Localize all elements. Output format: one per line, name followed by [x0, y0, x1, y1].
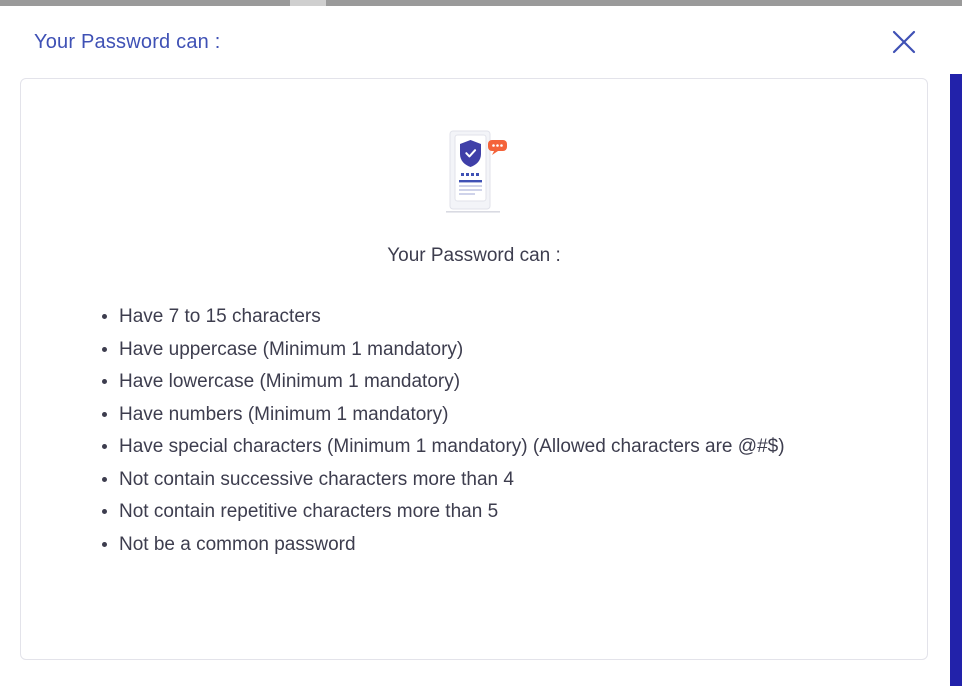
list-item: • Not be a common password	[119, 529, 819, 562]
list-item: • Have uppercase (Minimum 1 mandatory)	[119, 334, 819, 367]
list-item: • Not contain repetitive characters more than 5	[119, 496, 819, 529]
modal-header	[0, 6, 950, 78]
list-item: • Not contain successive characters more than 4	[119, 464, 819, 497]
list-item: • Have special characters (Minimum 1 mandatory) (Allowed characters are @#$)	[119, 431, 819, 464]
password-rules-list	[21, 301, 927, 561]
password-shield-illustration	[21, 123, 927, 223]
modal-title: Your Password can :	[34, 30, 221, 53]
list-item: • Have 7 to 15 characters	[119, 301, 819, 334]
password-rules-modal	[0, 6, 950, 686]
close-icon[interactable]	[884, 22, 924, 62]
modal-body	[20, 78, 928, 660]
list-item: • Have lowercase (Minimum 1 mandatory)	[119, 366, 819, 399]
page-right-scrollbar[interactable]	[950, 74, 962, 686]
password-rules-heading: Your Password can :	[387, 245, 561, 266]
list-item: • Have numbers (Minimum 1 mandatory)	[119, 399, 819, 432]
